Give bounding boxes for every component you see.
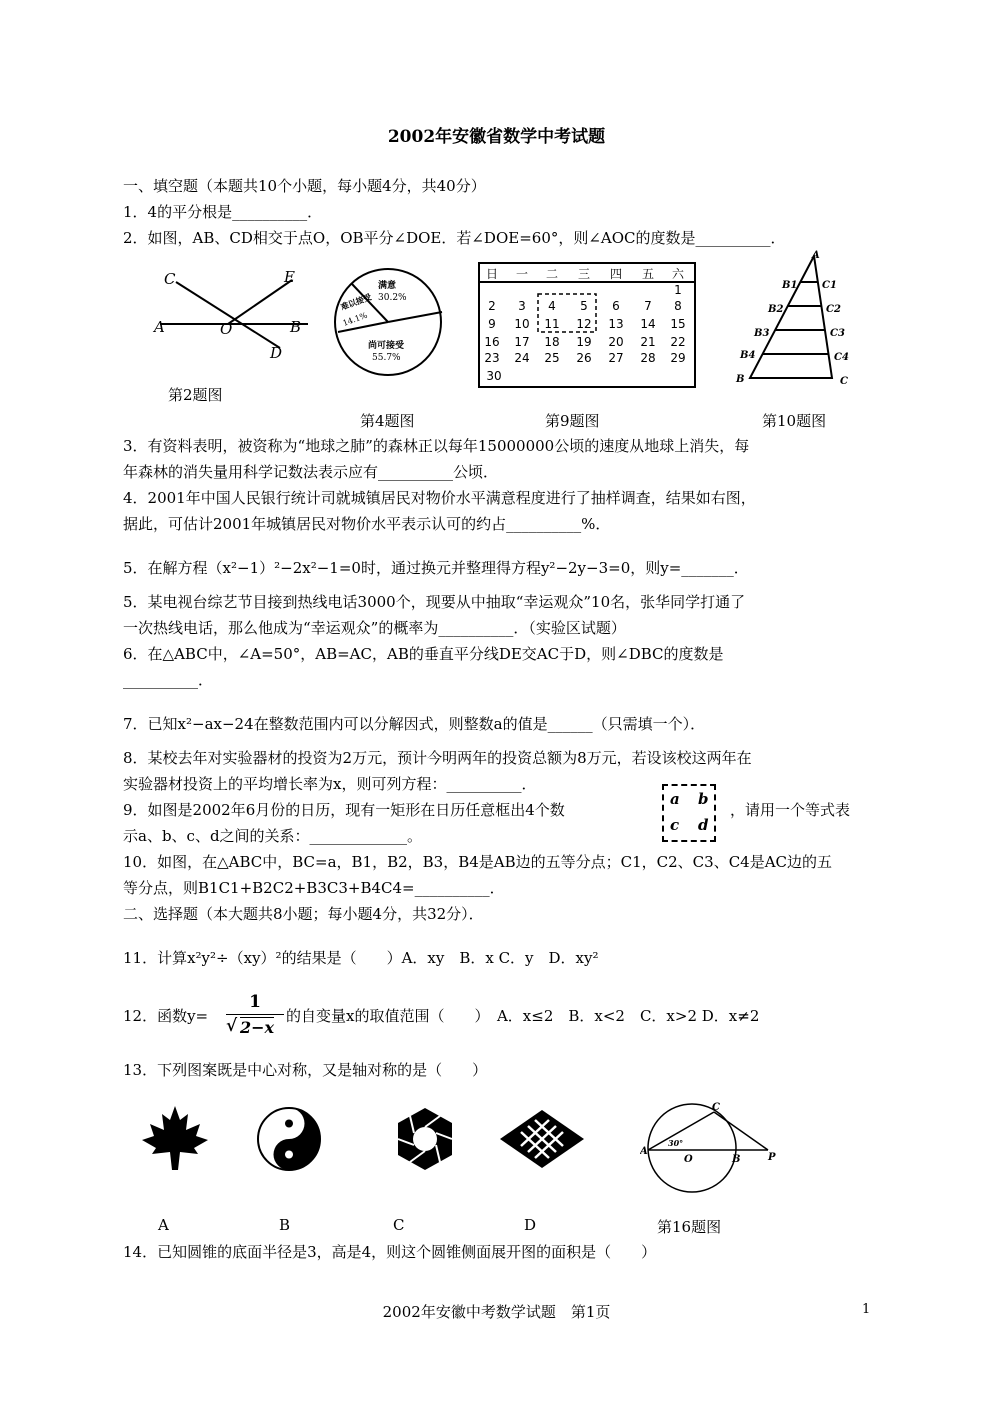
cal-day: 2 (488, 299, 496, 313)
label-b: B (290, 318, 302, 336)
label-c1: C1 (822, 280, 837, 291)
cal-day: 10 (514, 317, 530, 331)
cal-day: 27 (608, 351, 624, 365)
option-d-label: D (524, 1216, 537, 1234)
question-8-line1: 8．某校去年对实验器材的投资为2万元，预计今明两年的投资总额为8万元，若设该校这两年在 (123, 749, 752, 767)
cal-header-2: 二 (545, 267, 559, 281)
question-12-suffix: 的自变量x的取值范围（ ） A．x≤2 B．x<2 C．x>2 D．x≠2 (286, 1007, 760, 1025)
question-13: 13．下列图案既是中心对称，又是轴对称的是（ ） (123, 1061, 488, 1079)
yin-yang-icon (256, 1106, 322, 1172)
cal-day: 29 (670, 351, 686, 365)
cal-day: 6 (612, 299, 620, 313)
cal-header-4: 四 (609, 267, 623, 281)
question-5: 5．在解方程（x²−1）²−2x²−1=0时，通过换元并整理得方程y²−2y−3=0，则y=_______． (123, 559, 749, 577)
cal-day: 17 (514, 335, 530, 349)
label-o: O (684, 1154, 693, 1165)
caption-fig2: 第2题图 (168, 386, 223, 404)
label-b: B (732, 1154, 741, 1165)
cal-day: 20 (608, 335, 624, 349)
question-9-line1-end: ，请用一个等式表 (730, 801, 851, 819)
question-5b-line2: 一次热线电话，那么他成为“幸运观众”的概率为__________．（实验区试题） (123, 619, 626, 637)
pie-value-acceptable: 55.7% (372, 353, 401, 363)
label-b3: B3 (754, 328, 770, 339)
cal-day: 18 (544, 335, 560, 349)
label-p: P (768, 1152, 776, 1163)
question-2: 2．如图，AB、CD相交于点O，OB平分∠DOE．若∠DOE=60°，则∠AOC的度数是__________． (123, 229, 786, 247)
label-e: E (284, 268, 295, 286)
question-11: 11．计算x²y²÷（xy）²的结果是（ ）A．xy B．x C．y D．xy² (123, 949, 599, 967)
cal-day: 5 (580, 299, 588, 313)
label-c3: C3 (830, 328, 845, 339)
cal-day: 15 (670, 317, 686, 331)
question-4-line1: 4．2001年中国人民银行统计司就城镇居民对物价水平满意程度进行了抽样调查，结果如右图， (123, 489, 756, 507)
figure-2-lines (150, 262, 320, 362)
cal-day: 3 (518, 299, 526, 313)
question-1: 1．4的平分根是__________． (123, 203, 323, 221)
question-12-prefix: 12．函数y= (123, 1007, 209, 1025)
caption-fig16: 第16题图 (657, 1218, 722, 1236)
question-9-line1: 9．如图是2002年6月份的日历，现有一矩形在日历任意框出4个数 (123, 801, 565, 819)
label-c2: C2 (826, 304, 841, 315)
figure-9-calendar (478, 262, 696, 388)
question-9-line2: 示a、b、c、d之间的关系：_____________。 (123, 827, 423, 845)
hexagon-shutter-icon (392, 1106, 458, 1172)
calendar-grid (480, 264, 694, 386)
label-d: D (270, 344, 283, 362)
cal-day: 25 (544, 351, 560, 365)
label-b1: B1 (782, 280, 798, 291)
question-7: 7．已知x²−ax−24在整数范围内可以分解因式，则整数a的值是______（只需填一个）． (123, 715, 706, 733)
option-a-label: A (158, 1216, 169, 1234)
cal-header-0: 日 (485, 267, 499, 281)
caption-fig9: 第9题图 (545, 412, 600, 430)
label-c: C (712, 1102, 720, 1113)
cal-day: 22 (670, 335, 686, 349)
pie-value-unacceptable: 14.1% (341, 310, 369, 328)
cal-day: 11 (544, 317, 560, 331)
label-a: A (812, 250, 820, 261)
cal-day: 21 (640, 335, 656, 349)
caption-fig10: 第10题图 (762, 412, 827, 430)
label-c: C (840, 376, 848, 387)
question-9-box (662, 784, 716, 842)
cal-day: 26 (576, 351, 592, 365)
cal-day: 7 (644, 299, 652, 313)
box-d: d (698, 816, 709, 834)
option-c-label: C (393, 1216, 405, 1234)
cal-header-3: 三 (577, 267, 591, 281)
question-14: 14．已知圆锥的底面半径是3，高是4，则这个圆锥侧面展开图的面积是（ ） (123, 1243, 657, 1261)
page-number: 1 (862, 1302, 871, 1317)
section-1-heading: 一、填空题（本题共10个小题，每小题4分，共40分） (123, 177, 486, 195)
cal-day: 28 (640, 351, 656, 365)
maple-leaf-icon (140, 1104, 210, 1174)
box-c: c (670, 816, 680, 834)
question-10-line1: 10．如图，在△ABC中，BC=a，B1，B2，B3，B4是AB边的五等分点；C1，C2、C3、C4是AC边的五 (123, 853, 833, 871)
cal-day: 12 (576, 317, 592, 331)
figure-16-circle (640, 1100, 780, 1196)
question-4-line2: 据此，可估计2001年城镇居民对物价水平表示认可的约占__________%． (123, 515, 611, 533)
cal-header-1: 一 (515, 267, 529, 281)
label-b4: B4 (740, 350, 756, 361)
question-6-line2: __________． (123, 671, 214, 689)
option-b-label: B (279, 1216, 291, 1234)
question-6-line1: 6．在△ABC中，∠A=50°，AB=AC，AB的垂直平分线DE交AC于D，则∠DBC的度数是 (123, 645, 724, 663)
page-title: 2002年安徽省数学中考试题 (387, 127, 606, 147)
label-30deg: 30° (668, 1138, 684, 1148)
box-a: a (670, 790, 680, 808)
box-b: b (698, 790, 709, 808)
cal-day: 13 (608, 317, 624, 331)
cal-header-6: 六 (671, 267, 685, 281)
endless-knot-icon (498, 1108, 586, 1170)
cal-day: 14 (640, 317, 656, 331)
label-a: A (154, 318, 165, 336)
label-b: B (736, 374, 745, 385)
pie-value-satisfied: 30.2% (378, 293, 407, 303)
question-10-line2: 等分点，则B1C1+B2C2+B3C3+B4C4=__________． (123, 879, 505, 897)
question-3-line1: 3．有资料表明，被资称为“地球之肺”的森林正以每年15000000公顷的速度从地球上消失，每 (123, 437, 750, 455)
fraction-numerator: 1 (249, 992, 261, 1012)
label-b2: B2 (768, 304, 784, 315)
sqrt-icon: √ (226, 1016, 238, 1036)
pie-label-acceptable: 尚可接受 (368, 341, 405, 351)
question-3-line2: 年森林的消失量用科学记数法表示应有__________公顷． (123, 463, 499, 481)
cal-day: 23 (484, 351, 500, 365)
caption-fig4: 第4题图 (360, 412, 415, 430)
cal-day: 1 (674, 283, 682, 297)
label-c: C (164, 270, 176, 288)
label-a: A (640, 1146, 648, 1157)
figure-10-triangle (730, 250, 860, 388)
figure-4-pie (330, 262, 450, 382)
question-12-fraction (226, 992, 284, 1040)
cal-day: 24 (514, 351, 530, 365)
cal-day: 9 (488, 317, 496, 331)
question-5b-line1: 5．某电视台综艺节目接到热线电话3000个，现要从中抽取“幸运观众”10名，张华同学打通了 (123, 593, 746, 611)
cal-header-5: 五 (641, 267, 655, 281)
cal-day: 8 (674, 299, 682, 313)
section-2-heading: 二、选择题（本大题共8小题；每小题4分，共32分）． (123, 905, 484, 923)
cal-day: 16 (484, 335, 500, 349)
question-8-line2: 实验器材投资上的平均增长率为x，则可列方程：__________． (123, 775, 537, 793)
label-c4: C4 (834, 352, 849, 363)
fraction-denominator: 2−x (240, 1018, 275, 1037)
pie-label-unacceptable: 难以接受 (339, 291, 373, 312)
pie-label-satisfied: 满意 (378, 281, 397, 291)
label-o: O (220, 320, 233, 338)
cal-day: 30 (486, 369, 502, 383)
cal-day: 19 (576, 335, 592, 349)
cal-day: 4 (548, 299, 556, 313)
page-footer: 2002年安徽中考数学试题 第1页 (382, 1303, 611, 1321)
